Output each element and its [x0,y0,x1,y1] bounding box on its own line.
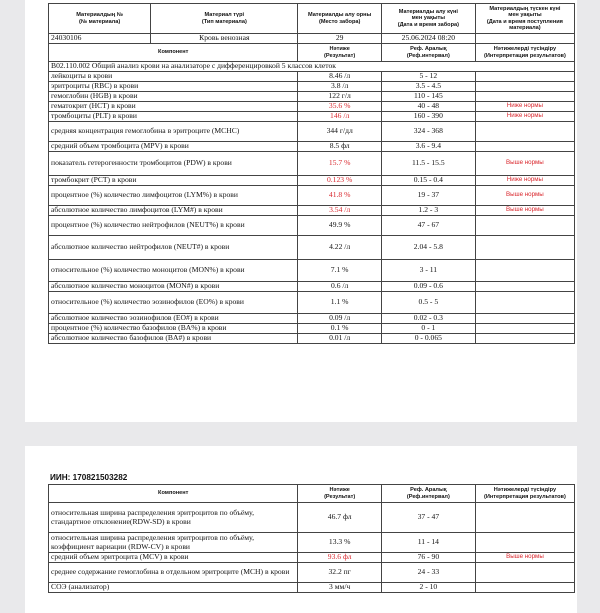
test-interpretation [475,122,574,142]
test-result: 146 /л [298,112,381,122]
result-header: Нәтиже (Результат) [298,485,381,503]
test-result: 15.7 % [298,152,381,176]
test-interpretation [475,533,574,553]
receipt-time-header: Материалдың түскен күні мен уақыты (Дата и время поступления материала) [475,4,574,34]
test-name: гематокрит (HCT) в крови [49,102,298,112]
test-result: 8.5 фл [298,142,381,152]
test-interpretation: Выше нормы [475,152,574,176]
test-interpretation [475,503,574,533]
test-interpretation [475,292,574,314]
test-name: показатель гетерогенности тромбоцитов (PDW) в крови [49,152,298,176]
table-row [49,533,575,553]
table-row [49,334,575,344]
table-row [49,563,575,583]
test-reference: 37 - 47 [381,503,475,533]
component-header: Компонент [49,44,298,62]
test-name: СОЭ (анализатор) [49,583,298,593]
test-interpretation: Ниже нормы [475,102,574,112]
test-interpretation: Ниже нормы [475,176,574,186]
table-row [49,102,575,112]
table-row [49,82,575,92]
collect-place: 29 [298,34,381,44]
table-row [49,142,575,152]
test-name: процентное (%) количество нейтрофилов (NEUT%) в крови [49,216,298,236]
component-header: Компонент [49,485,298,503]
test-name: абсолютное количество базофилов (BA#) в крови [49,334,298,344]
test-reference: 19 - 37 [381,186,475,206]
test-result: 13.3 % [298,533,381,553]
section-title-row [49,62,575,72]
test-interpretation [475,324,574,334]
test-interpretation: Выше нормы [475,553,574,563]
test-name: среднее содержание гемоглобина в отдельном эритроците (MCH) в крови [49,563,298,583]
receipt-time [475,34,574,44]
test-result: 93.6 фл [298,553,381,563]
test-reference: 5 - 12 [381,72,475,82]
test-name: средний объем эритроцита (MCV) в крови [49,553,298,563]
collect-time-header: Материалды алу күні мен уақыты (Дата и время забора) [381,4,475,34]
table-row [49,260,575,282]
test-interpretation [475,92,574,102]
result-header: Нәтиже (Результат) [298,44,381,62]
test-reference: 0.02 - 0.3 [381,314,475,324]
test-name: процентное (%) количество базофилов (BA%) в крови [49,324,298,334]
test-result: 0.1 % [298,324,381,334]
test-result: 7.1 % [298,260,381,282]
inn-label: ИИН: 170821503282 [50,473,128,482]
table-row [49,186,575,206]
reference-header: Реф. Аралық (Реф.интервал) [381,44,475,62]
test-result: 35.6 % [298,102,381,112]
test-reference: 11 - 14 [381,533,475,553]
test-interpretation [475,82,574,92]
test-reference: 2 - 10 [381,583,475,593]
material-type: Кровь венозная [151,34,298,44]
test-reference: 324 - 368 [381,122,475,142]
test-reference: 0.5 - 5 [381,292,475,314]
table-row [49,176,575,186]
test-result: 3 мм/ч [298,583,381,593]
results-header-row-2 [49,485,575,503]
test-interpretation [475,282,574,292]
test-interpretation: Выше нормы [475,206,574,216]
test-interpretation [475,563,574,583]
test-result: 46.7 фл [298,503,381,533]
results-header-row [49,44,575,62]
test-result: 8.46 /л [298,72,381,82]
table-row [49,324,575,334]
test-name: тромбоциты (PLT) в крови [49,112,298,122]
collect-time: 25.06.2024 08:20 [381,34,475,44]
table-row [49,122,575,142]
test-reference: 40 - 48 [381,102,475,112]
test-name: абсолютное количество лимфоцитов (LYM#) в крови [49,206,298,216]
test-interpretation: Ниже нормы [475,112,574,122]
report-page-2 [25,446,577,613]
table-row [49,553,575,563]
interpretation-header: Нәтижелерді түсіндіру (Интерпретация результатов) [475,44,574,62]
test-name: лейкоциты в крови [49,72,298,82]
test-result: 3.54 /л [298,206,381,216]
table-row [49,92,575,102]
test-result: 0.09 /л [298,314,381,324]
test-reference: 2.04 - 5.8 [381,236,475,260]
test-name: относительная ширина распределения эритроцитов по объёму, коэффициент вариации (RDW-CV) в крови [49,533,298,553]
material-row [49,34,575,44]
test-reference: 24 - 33 [381,563,475,583]
test-reference: 47 - 67 [381,216,475,236]
test-interpretation [475,314,574,324]
table-row [49,583,575,593]
test-name: тромбокрит (PCT) в крови [49,176,298,186]
table-row [49,152,575,176]
material-no-header: Материалдың № (№ материала) [49,4,151,34]
test-result: 41.8 % [298,186,381,206]
test-result: 4.22 /л [298,236,381,260]
test-reference: 110 - 145 [381,92,475,102]
table-row [49,282,575,292]
test-name: абсолютное количество нейтрофилов (NEUT#) в крови [49,236,298,260]
table-row [49,314,575,324]
test-reference: 3 - 11 [381,260,475,282]
test-result: 0.6 /л [298,282,381,292]
test-result: 1.1 % [298,292,381,314]
test-result: 3.8 /л [298,82,381,92]
reference-header: Реф. Аралық (Реф.интервал) [381,485,475,503]
test-name: относительная ширина распределения эритроцитов по объёму, стандартное отклонение(RDW-SD) в крови [49,503,298,533]
test-name: абсолютное количество эозинофилов (EO#) в крови [49,314,298,324]
section-title: B02.110.002 Общий анализ крови на анализаторе с дифференцировкой 5 классов клеток [49,62,575,72]
test-name: гемоглобин (HGB) в крови [49,92,298,102]
test-result: 344 г/дл [298,122,381,142]
test-reference: 3.5 - 4.5 [381,82,475,92]
test-result: 0.01 /л [298,334,381,344]
test-name: средняя концентрация гемоглобина в эритроците (MCHC) [49,122,298,142]
table-row [49,503,575,533]
test-reference: 160 - 390 [381,112,475,122]
test-name: абсолютное количество моноцитов (MON#) в крови [49,282,298,292]
test-reference: 0.15 - 0.4 [381,176,475,186]
test-result: 122 г/л [298,92,381,102]
table-row [49,292,575,314]
table-row [49,72,575,82]
material-header-row [49,4,575,34]
test-reference: 0 - 0.065 [381,334,475,344]
results-table-1 [48,3,575,344]
material-no: 24030106 [49,34,151,44]
test-reference: 0 - 1 [381,324,475,334]
test-reference: 3.6 - 9.4 [381,142,475,152]
test-name: относительное (%) количество моноцитов (MON%) в крови [49,260,298,282]
test-result: 32.2 пг [298,563,381,583]
results-table-2 [48,484,575,593]
test-interpretation [475,72,574,82]
table-row [49,112,575,122]
table-row [49,206,575,216]
test-reference: 1.2 - 3 [381,206,475,216]
test-name: средний объем тромбоцита (MPV) в крови [49,142,298,152]
test-interpretation [475,334,574,344]
test-interpretation [475,142,574,152]
table-row [49,236,575,260]
test-interpretation [475,583,574,593]
test-name: эритроциты (RBC) в крови [49,82,298,92]
test-interpretation: Выше нормы [475,186,574,206]
collect-place-header: Материалды алу орны (Место забора) [298,4,381,34]
test-interpretation [475,216,574,236]
test-result: 49.9 % [298,216,381,236]
table-row [49,216,575,236]
test-result: 0.123 % [298,176,381,186]
test-interpretation [475,260,574,282]
report-page-1 [25,0,577,422]
test-name: процентное (%) количество лимфоцитов (LYM%) в крови [49,186,298,206]
material-type-header: Материал түрі (Тип материала) [151,4,298,34]
test-name: относительное (%) количество эозинофилов (EO%) в крови [49,292,298,314]
test-reference: 0.09 - 0.6 [381,282,475,292]
test-reference: 11.5 - 15.5 [381,152,475,176]
test-interpretation [475,236,574,260]
test-reference: 76 - 90 [381,553,475,563]
interpretation-header: Нәтижелерді түсіндіру (Интерпретация результатов) [475,485,574,503]
